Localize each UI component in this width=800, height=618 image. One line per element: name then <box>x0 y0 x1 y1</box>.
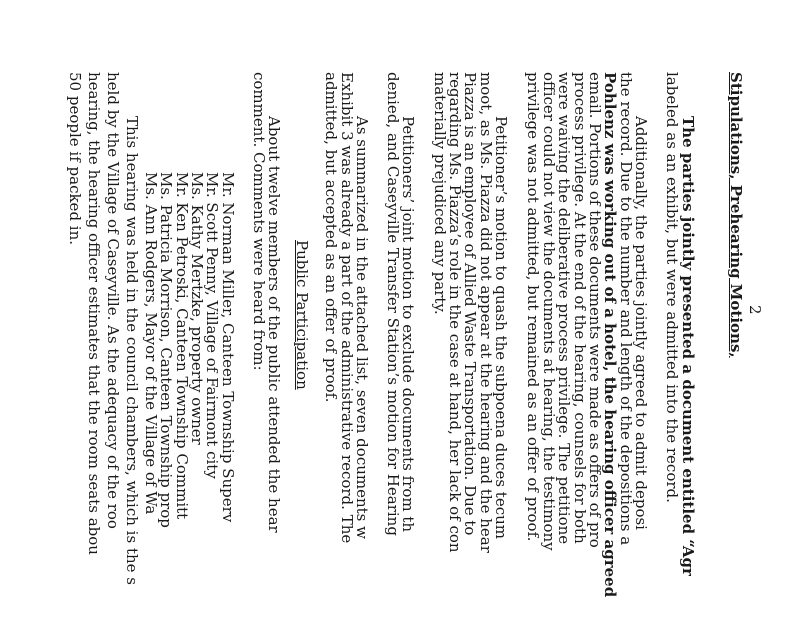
body-line: materially prejudiced any party. <box>430 72 449 315</box>
commenter-item: Mr. Norman Miller, Canteen Township Superv <box>218 172 237 523</box>
commenter-item: Ms. Kathy Mertzke, property owner <box>188 172 207 445</box>
body-line: were waiving the deliberative process privilege. The petitione <box>555 72 574 545</box>
body-line: Petitioner’s motion to quash the subpoena duces tecum <box>492 116 511 539</box>
body-line: As summarized in the attached list, seven documents w <box>353 116 372 539</box>
body-line: Exhibit 3 was already a part of the administrative record. The <box>337 72 356 544</box>
public-participation-heading: Public Participation <box>293 240 312 390</box>
body-line: privilege was not admitted, but remained as an offer of proof. <box>524 72 543 542</box>
section-heading: Stipulations, Prehearing Motions, <box>726 72 745 358</box>
commenter-item: Ms. Patricia Morrison, Canteen Township prop <box>157 172 176 528</box>
body-line: email. Portions of these documents were made as offers of pro <box>585 72 604 548</box>
body-line: Pohlenz was working out of a hotel, the hearing officer agreed <box>601 72 620 598</box>
commenter-item: Ms. Ann Rodgers, Mayor of the Village of Wa <box>142 172 160 515</box>
body-line: 50 people if packed in. <box>66 72 84 246</box>
body-line: Petitioners’ joint motion to exclude documents from th <box>399 116 418 533</box>
body-line: process privilege. At the end of the hearing, counsels for both <box>570 72 589 544</box>
body-line: This hearing was held in the council chambers, which is the s <box>123 116 141 585</box>
commenter-item: Mr. Scott Penny, Village of Fairmont city <box>203 172 222 479</box>
body-line: held by the Village of Caseyville. As the adequacy of the roo <box>104 72 122 529</box>
body-line: About twelve members of the public attended the hear <box>264 116 283 533</box>
body-line: The parties jointly presented a document entitled “Agr <box>678 116 697 576</box>
body-line: the record. Due to the number and length of the depositions a <box>616 72 635 546</box>
body-line: labeled as an exhibit, but were admitted into the record. <box>662 72 681 503</box>
body-line: denied, and Caseyville Transfer Station’s motion for Hearing <box>383 72 402 536</box>
body-line: hearing, the hearing officer estimates that the room seats abou <box>85 72 103 555</box>
body-line: regarding Ms. Piazza’s role in the case at hand, her lack of con <box>446 72 465 553</box>
body-line: Additionally, the parties jointly agreed to admit deposi <box>632 116 650 530</box>
page-number: 2 <box>746 305 764 315</box>
commenter-item: Mr. Ken Petroski, Canteen Township Committ <box>172 172 191 520</box>
body-line: admitted, but accepted as an offer of proof. <box>322 72 341 403</box>
body-line: moot, as Ms. Piazza did not appear at the hearing and the hear <box>476 72 495 553</box>
body-line: comment. Comments were heard from: <box>249 72 268 371</box>
body-line: Piazza is an employee of Allied Waste Transportation. Due to <box>461 72 480 536</box>
body-line: officer could not view the documents at hearing, the testimony <box>539 72 558 551</box>
